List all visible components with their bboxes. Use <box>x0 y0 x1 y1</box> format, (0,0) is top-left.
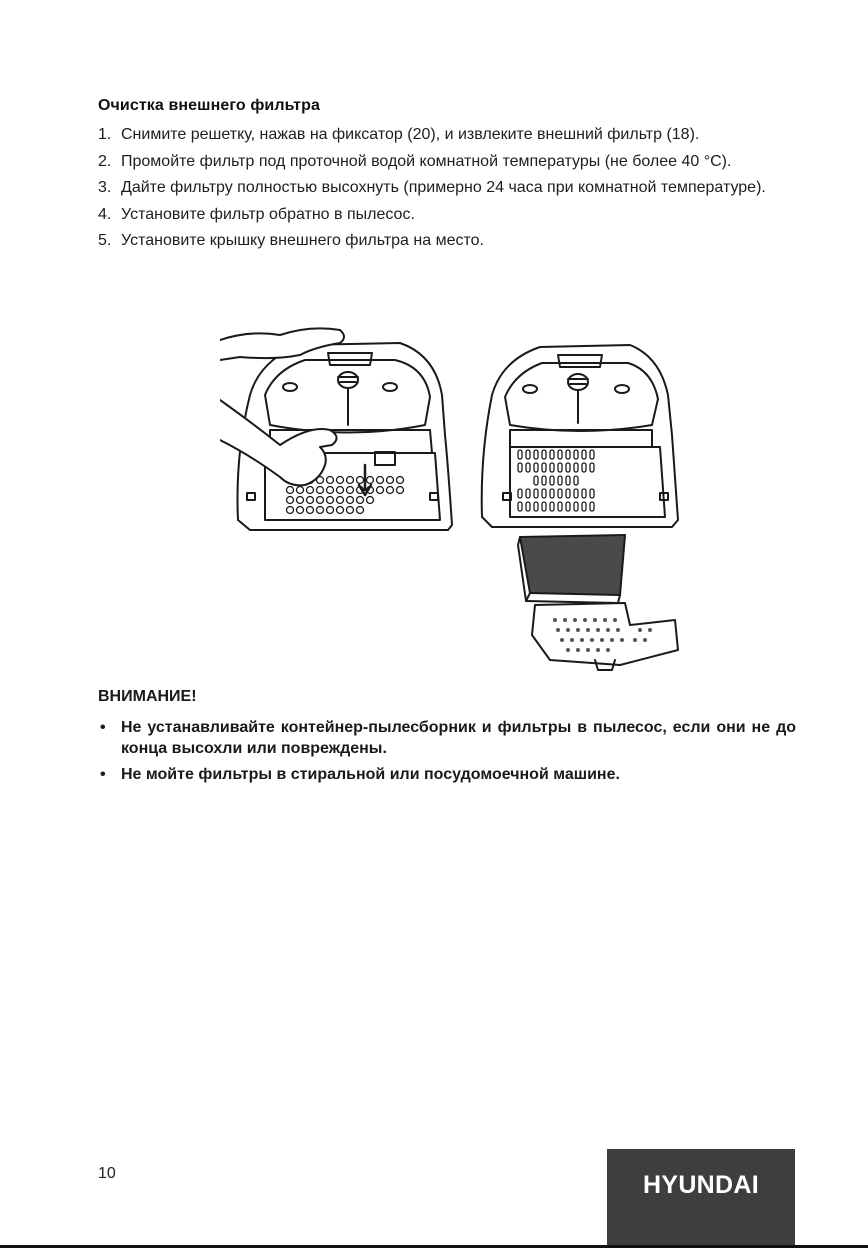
filter-cartridge-icon <box>518 535 625 603</box>
warning-text: Не мойте фильтры в стиральной или посудомоечной машине. <box>121 766 620 783</box>
step-item <box>98 205 796 226</box>
step-number: 5. <box>98 232 112 249</box>
vacuum-filter-removed-icon <box>482 345 678 527</box>
step-item <box>98 178 796 199</box>
filter-cleaning-illustration <box>220 305 680 680</box>
step-number: 4. <box>98 205 112 223</box>
steps-list <box>98 125 796 258</box>
step-text: Дайте фильтру полностью высохнуть (примерно 24 часа при комнатной температуре). <box>121 179 766 196</box>
warning-item <box>98 718 796 759</box>
warning-title: ВНИМАНИЕ! <box>98 688 197 705</box>
step-item <box>98 125 796 146</box>
step-number: 1. <box>98 126 112 143</box>
warning-text: Не устанавливайте контейнер-пылесборник и фильтры в пылесос, если они не до конца высохли или повреждены. <box>121 719 796 757</box>
brand-logo <box>607 1149 795 1248</box>
step-number: 3. <box>98 179 112 196</box>
step-text: Промойте фильтр под проточной водой комнатной температуры (не более 40 °C). <box>121 152 732 170</box>
bullet-icon: • <box>100 766 106 783</box>
step-text: Установите крышку внешнего фильтра на место. <box>121 232 484 249</box>
section-title: Очистка внешнего фильтра <box>98 97 320 114</box>
warning-list <box>98 718 796 792</box>
brand-logo-text: HYUNDAI <box>643 1171 759 1199</box>
step-item <box>98 231 796 252</box>
step-item <box>98 152 796 173</box>
page-number: 10 <box>98 1165 116 1182</box>
warning-item <box>98 765 796 786</box>
bullet-icon: • <box>100 719 106 736</box>
filter-grille-cover-icon <box>532 603 678 670</box>
step-text: Установите фильтр обратно в пылесос. <box>121 205 415 223</box>
step-text: Снимите решетку, нажав на фиксатор (20), и извлеките внешний фильтр (18). <box>121 126 700 143</box>
step-number: 2. <box>98 152 112 170</box>
